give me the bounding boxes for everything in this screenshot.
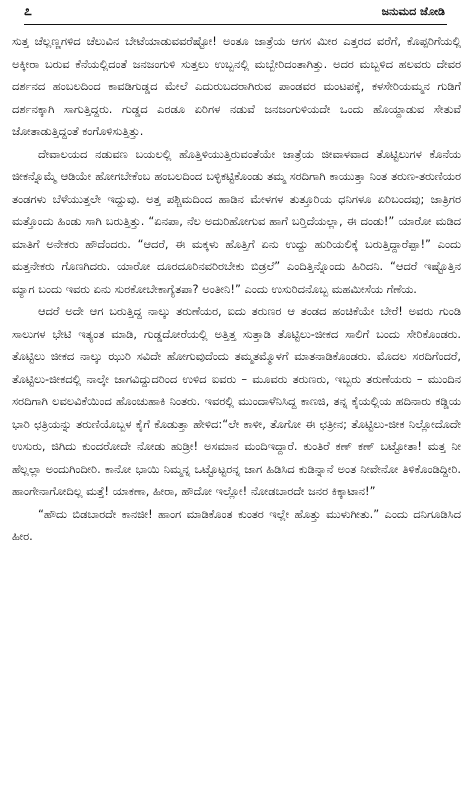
paragraph-1: ಸುತ್ತ ಚೆಲ್ಲಣ್ಣಗಳಿದ ಚೆಲುವಿನ ಬೇಟೆಯಾಡುವವರೆಷ್ಟೋ! ಅಂತೂ ಜಾತ್ರೆಯ ಆಗಸ ಮೀರ ಎತ್ತರದ ವರೆಗೆ, ಕೊಪ್ಪರಿಗೆಯಲ್ಲಿ ಅಕ್ಕೀರಾ ಬರುವ ಕೆನೆಯಲ್ಲಿದಂತೆ ಜನಜಂಗುಳಿ ಸುತ್ತಲು ಉಬ್ಬನಲ್ಲಿ ಮಬ್ಬೇರಿದಂತಾಗಿತ್ತು. ಅದರ ಮಬ್ಬಳಿದ ಹಲವರು ದೇವರ ದರ್ಶನದ ಹಂಬಲದಿಂದ ಕಾವಡಿಗುಡ್ಡದ ಮೇಲೆ ಎದುರುಬದರಾಗಿರುವ ಪಾಂಡವರ ಮಂಟಪಕ್ಕೆ, ಕಳಸೇರಿಯಮ್ಮನ ಗುಡಿಗೆ ದರ್ಶನಕ್ಕಾಗಿ ಸಾಗುತ್ತಿದ್ದರು. ಗುಡ್ಡದ ಎರಡೂ ಏರಿಗಳ ನಡುವೆ ಜನಜಂಗುಳಿಯದೇ ಒಂದು ಹೊಯ್ದಾಡುವ ಸೇತುವೆ ಜೋತಾಡುತ್ತಿದ್ದಂತೆ ಕಂಗೊಳಿಸುತ್ತಿತ್ತು. <box>12 34 461 138</box>
running-head: ಜನುಮದ ಜೋಡಿ <box>381 5 445 18</box>
page-header <box>12 0 461 26</box>
paragraph-3: ಆದರೆ ಅದೇ ಆಗ ಬರುತ್ತಿದ್ದ ನಾಲ್ಕು ತರುಣೆಯರ, ಐದು ತರುಣರ ಆ ತಂಡದ ಹಂಚಿಕೆಯೇ ಬೇರೆ! ಅವರು ಗುಂಡಿ ಸಾಲುಗಳ ಭೇಟಿ ಇತ್ಯಂತ ಮಾಡಿ, ಗುಡ್ಡದೋರೆಯಲ್ಲಿ ಅತ್ತಿತ್ತ ಸುತ್ತಾಡಿ ತೊಟ್ಟಿಲು-ಜೀಕದ ಸಾಲಿಗೆ ಬಂದು ಸೇರಿಕೊಂಡರು. ತೊಟ್ಟಿಲು ಜೀಕದ ನಾಲ್ಕು ಝುರಿ ಸವಿದೇ ಹೋಗುವುದೆಂದು ತಮ್ಮತಮ್ಮೊಳಗೆ ಮಾತನಾಡಿಕೊಂಡರು. ಮೊದಲ ಸರದಿಗೆಂದರೆ, ತೊಟ್ಟಿಲು-ಜೀಕದಲ್ಲಿ ನಾಲ್ಕೇ ಜಾಗವಿದ್ದುದರಿಂದ ಉಳಿದ ಐವರು – ಮೂವರು ತರುಣರು, ಇಬ್ಬರು ತರುಣೆಯರು – ಮುಂದಿನ ಸರದಿಗಾಗಿ ಲವಲವಿಕೆಯಿಂದ ಹೊಂಚುಹಾಕಿ ನಿಂತರು. ಇವರಲ್ಲಿ ಮುಂದಾಳೆನಿಸಿದ್ದ ಕಾಣಜಿ, ತನ್ನ ಕೈಯಲ್ಲಿಯ ಹದಿನಾರು ಕಡ್ಡಿಯ ಭಾರಿ ಛತ್ರಿಯನ್ನು ತರುಣಿಯೊಬ್ಬಳ ಕೈಗೆ ಕೊಡುತ್ತಾ ಹೇಳಿದ:“ಲೇ ಕಾಳೀ, ತೊಗೋ ಈ ಛತ್ರೀನ; ತೊಟ್ಟಿಲು-ಜೀಕ ನಿಲ್ಲೋದೊದೇ ಉಸುರು, ಜಿಗಿದು ಕುಂದರೋದೇ ನೋಡು ಹುಡ್ರೀ! ಅಸಮಾನ ಮಂದಿಇದ್ದಾರೆ. ಕುಂತಿರೆ ಕಣ್ ಕಣ್ ಬಟ್ಟೋತಾ! ಮತ್ತ ನೀ ಹೆಲ್ಲಲ್ಲಾ ಅಂದುಗಿಂದೀರಿ. ಕಾನೋ ಭಾಯಿ ನಿಮ್ಮನ್ನ ಒಟ್ಟೊಟ್ಟರನ್ನ ಜಾಗ ಹಿಡಿಸಿದ ಕುಡಿನ್ನಾನೆ ಅಂತ ನೀವೇನೋ ತಿಳಿಕೊಂಡಿದ್ದೀರಿ. ಹಾಂಗೇನಾಗೋದಿಲ್ಲ ಮತ್ತೆ! ಯಾಕಣಾ, ಹೀರಾ, ಹೌದೋ ಇಲ್ಲೋ! ನೋಡಬಾರದೇ ಜನರ ಕಿಕ್ಕಾಟಾನ!” <box>12 304 461 498</box>
page-body <box>12 26 461 548</box>
page-number: ೭ <box>24 3 32 19</box>
header-rule <box>24 24 447 25</box>
paragraph-2: ದೇವಾಲಯದ ನಡುವಣ ಬಯಲಲ್ಲಿ ಹೊತ್ತಿಳಿಯುತ್ತಿರುವಂತೆಯೇ ಜಾತ್ರೆಯ ಜೀವಾಳವಾದ ತೊಟ್ಟಿಲುಗಳ ಕೊನೆಯ ಜೀಕನ್ನೊಮ್ಮೆ ಆಡಿಯೇ ಹೋಗಬೇಕೆಂಬ ಹಂಬಲದಿಂದ ಬಳ್ಳಿಕಟ್ಟಿಕೊಂಡು ತಮ್ಮ ಸರದಿಗಾಗಿ ಕಾಯುತ್ತಾ ನಿಂತ ತರುಣ-ತರುಣಿಯರ ತಂಡಗಳು ಬೆಳೆಯುತ್ತಲೇ ಇದ್ದುವು. ಅತ್ತ ಪಶ್ಚಿಮದಿಂದ ಹಾಡಿನ ಮೇಳಗಳ ತುತ್ತೂರಿಯ ಧನಿಗಳೂ ಏರಿಬಂದವು; ಜಾತ್ರಿಗರ ಮತ್ತೊಂದು ಹಿಂಡು ಸಾಗಿ ಬರುತ್ತಿತ್ತು. “ಏನಪಾ, ನೆಲ ಅದುರಿಹೋಗುವ ಹಾಗೆ ಬರ್‍ತಿದೆಯಲ್ಲಾ, ಈ ದಂಡು!” ಯಾರೋ ಮಡಿದ ಮಾತಿಗೆ ಅನೇಕರು ಹೌದೆಂದರು. “ಆದರೆ, ಈ ಮಕ್ಕಳು ಹೊತ್ತಿಗೆ ಏನು ಉದ್ದು ಹುರಿಯಲಿಕ್ಕೆ ಬರುತ್ತಿದ್ದಾರೆಪ್ಪಾ!” ಎಂದು ಮತ್ತನೇಕರು ಗೊಣಗಿದರು. ಯಾರೋ ದೂರದೂರಿನವರಿರಬೇಕು ಬಿಡ್ರಲೆ” ಎಂದಿತ್ತಿನ್ನೊಂದು ಹಿರಿದನಿ. “ಆದರೆ ಇಷ್ಟೊತ್ತಿನ ಮ್ಯಾಗ ಬಂದು ಇವರು ಏನು ಸುರಕೋಬೇಕಾಗ್ಯೆತಪಾ? ಅಂತೀನಿ!” ಎಂದು ಉಸುರಿದನೊಬ್ಬ ಮಹಮೀಸೆಯ ಗೆಣೆಯ. <box>12 146 461 296</box>
paragraph-4: “ಹೌದು ಬಿಡಬಾರದೇ ಕಾನಜೀ! ಹಾಂಗ ಮಾಡಿಕೊಂತ ಕುಂತರ ಇಲ್ಲೇ ಹೊತ್ತು ಮುಳುಗೀತು.” ಎಂದು ದನಿಗೂಡಿಸಿದ ಹೀರ. <box>12 506 461 543</box>
